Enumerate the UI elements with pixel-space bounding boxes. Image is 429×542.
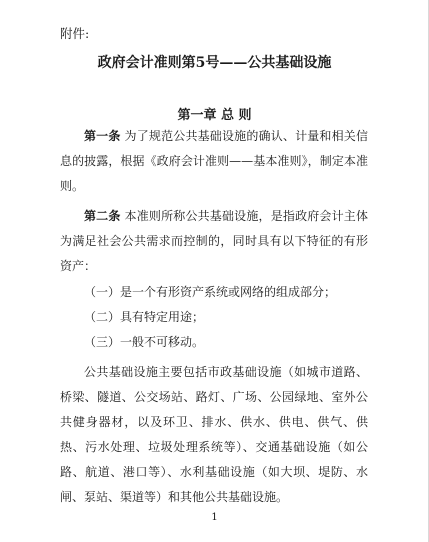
article-1-text: 为了规范公共基础设施的确认、计量和相关信息的披露，根据《政府会计准则——基本准则》，制定本准则。 [60, 129, 368, 193]
article-1-label: 第一条 [84, 129, 121, 143]
list-item: （二）具有特定用途； [84, 310, 205, 324]
chapter-heading: 第一章 总 则 [177, 108, 252, 123]
list-item: （一）是一个有形资产系统或网络的组成部分； [84, 285, 337, 299]
paragraph-infrastructure-types: 公共基础设施主要包括市政基础设施（如城市道路、桥梁、隧道、公交场站、路灯、广场、公园绿地、室外公共健身器材，以及环卫、排水、供水、供电、供气、供热、污水处理、垃圾处理系统等）、交通基础设施（如公路、航道、港口等）、水利基础设施（如大坝、堤防、水闸、泵站、渠道等）和其他公共基础设施。 [60, 365, 368, 504]
article-2-paragraph [60, 204, 368, 279]
article-2-text: 本准则所称公共基础设施，是指政府会计主体为满足社会公共需求而控制的，同时具有以下特征的有形资产： [60, 209, 368, 273]
page-number: 1 [211, 512, 218, 523]
annex-label: 附件: [60, 26, 90, 41]
list-item: （三）一般不可移动。 [84, 335, 205, 349]
article-2-label: 第二条 [84, 209, 121, 223]
page-title: 政府会计准则第5号——公共基础设施 [97, 55, 332, 71]
article-1-paragraph [60, 124, 368, 199]
